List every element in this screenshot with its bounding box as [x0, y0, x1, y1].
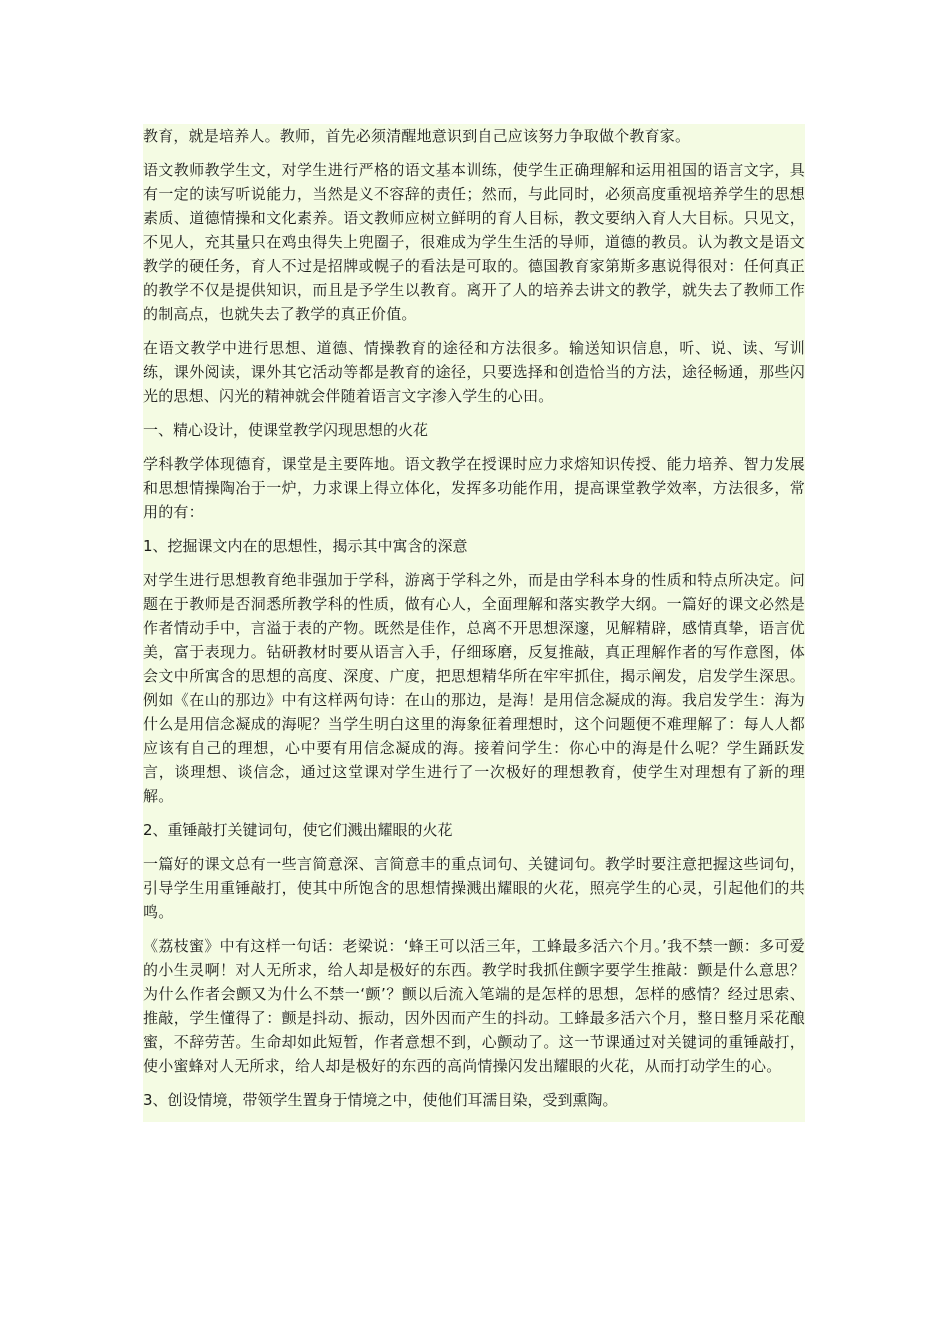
- subheading-2: 2、重锤敲打关键词句，使它们溅出耀眼的火花: [143, 821, 453, 839]
- paragraph-teacher-duty: 语文教师教学生文，对学生进行严格的语文基本训练，使学生正确理解和运用祖国的语言文字，具有一定的读写听说能力，当然是义不容辞的责任；然而，与此同时，必须高度重视培养学生的思想素质、道德情操和文化素养。语文教师应树立鲜明的育人目标，教文要纳入育人大目标。只见文，不见人，充其量只在鸡虫得失上兜圈子，很难成为学生生活的导师，道德的教员。认为教文是语文教学的硬任务，育人不过是招牌或幌子的看法是可取的。德国教育家第斯多惠说得很对：任何真正的教学不仅是提供知识，而且是予学生以教育。离开了人的培养去讲文的教学，就失去了教师工作的制高点，也就失去了教学的真正价值。: [143, 161, 805, 323]
- paragraph-intro: 教育，就是培养人。教师，首先必须清醒地意识到自己应该努力争取做个教育家。: [143, 127, 691, 145]
- paragraph-classroom: 学科教学体现德育，课堂是主要阵地。语文教学在授课时应力求熔知识传授、能力培养、智力发展和思想情操陶冶于一炉，力求课上得立体化，发挥多功能作用，提高课堂教学效率，方法很多，常用的有：: [143, 455, 805, 521]
- paragraph-thought-education: 对学生进行思想教育绝非强加于学科，游离于学科之外，而是由学科本身的性质和特点所决定。问题在于教师是否洞悉所教学科的性质，做有心人，全面理解和落实教学大纲。一篇好的课文必然是作者情动手中，言溢于表的产物。既然是佳作，总离不开思想深邃，见解精辟，感情真挚，语言优美，富于表现力。钻研教材时要从语言入手，仔细琢磨，反复推敲，真正理解作者的写作意图，体会文中所寓含的思想的高度、深度、广度，把思想精华所在牢牢抓住，揭示阐发，启发学生深思。例如《在山的那边》中有这样两句诗：在山的那边，是海！是用信念凝成的海。我启发学生：海为什么是用信念凝成的海呢？当学生明白这里的海象征着理想时，这个问题便不难理解了：每人人都应该有自己的理想，心中要有用信念凝成的海。接着问学生：你心中的海是什么呢？学生踊跃发言，谈理想、谈信念，通过这堂课对学生进行了一次极好的理想教育，使学生对理想有了新的理解。: [143, 571, 805, 805]
- paragraph-methods: 在语文教学中进行思想、道德、情操教育的途径和方法很多。输送知识信息，听、说、读、写训练，课外阅读，课外其它活动等都是教育的途径，只要选择和创造恰当的方法，途径畅通，那些闪光的思想、闪光的精神就会伴随着语言文字渗入学生的心田。: [143, 339, 805, 405]
- paragraph-lizhimi: 《荔枝蜜》中有这样一句话：老梁说：‘蜂王可以活三年，工蜂最多活六个月。’我不禁一颤：多可爱的小生灵啊！对人无所求，给人却是极好的东西。教学时我抓住颤字要学生推敲：颤是什么意思？为什么作者会颤又为什么不禁一‘颤’？颤以后流入笔端的是怎样的思想，怎样的感情？经过思索、推敲，学生懂得了：颤是抖动、振动，因外因而产生的抖动。工蜂最多活六个月，整日整月采花酿蜜，不辞劳苦。生命却如此短暂，作者意想不到，心颤动了。这一节课通过对关键词的重锤敲打，使小蜜蜂对人无所求，给人却是极好的东西的高尚情操闪发出耀眼的火花，从而打动学生的心。: [143, 937, 805, 1075]
- document-body: [143, 124, 805, 1122]
- subheading-3: 3、创设情境，带领学生置身于情境之中，使他们耳濡目染，受到熏陶。: [143, 1091, 618, 1109]
- subheading-1: 1、挖掘课文内在的思想性，揭示其中寓含的深意: [143, 537, 468, 555]
- paragraph-key-words: 一篇好的课文总有一些言简意深、言简意丰的重点词句、关键词句。教学时要注意把握这些词句，引导学生用重锤敲打，使其中所饱含的思想情操溅出耀眼的火花，照亮学生的心灵，引起他们的共鸣。: [143, 855, 805, 921]
- section-heading-1: 一、精心设计，使课堂教学闪现思想的火花: [143, 421, 429, 439]
